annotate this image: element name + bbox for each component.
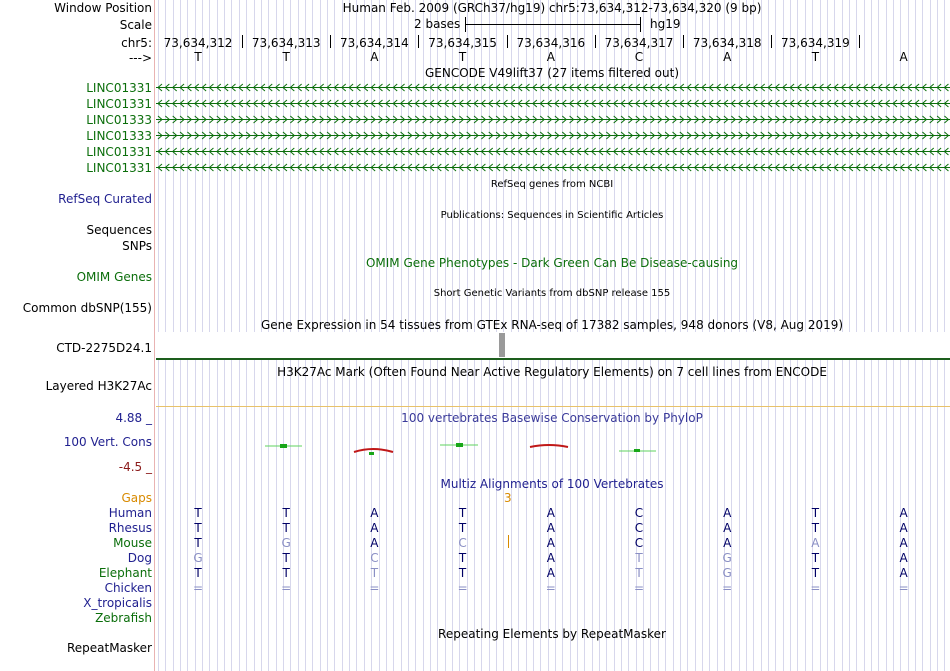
ruler-tick [242, 35, 243, 48]
alignment-base: T [458, 506, 467, 520]
alignment-base: A [546, 506, 555, 520]
ruler-position: 73,634,313 [251, 36, 321, 50]
alignment-base: C [634, 536, 644, 550]
ruler-tick [771, 35, 772, 48]
alignment-base: A [811, 536, 820, 550]
alignment-base: T [811, 566, 820, 580]
ruler-tick [859, 35, 860, 48]
alignment-base: T [282, 506, 290, 520]
h3k27ac-track-title: H3K27Ac Mark (Often Found Near Active Regulatory Elements) on 7 cell lines from ENCODE [277, 365, 827, 379]
scale-bar-right-end [640, 17, 641, 32]
species-label-rhesus: Rhesus [108, 521, 152, 535]
alignment-base: A [899, 521, 908, 535]
scale-bar [465, 24, 641, 25]
alignment-base: A [370, 521, 379, 535]
phylop-mark [456, 443, 463, 447]
gencode-track-title: GENCODE V49lift37 (27 items filtered out) [424, 66, 680, 80]
dna-base: A [723, 50, 732, 64]
alignment-base: T [811, 521, 820, 535]
ruler-tick [595, 35, 596, 48]
gencode-item-label[interactable]: LINC01333 [86, 129, 152, 143]
refseq-track-label[interactable]: RefSeq Curated [58, 192, 152, 206]
species-label-human: Human [108, 506, 152, 520]
dna-base: T [458, 50, 467, 64]
gene-arrow-track[interactable] [156, 97, 950, 110]
label-separator [154, 0, 155, 671]
alignment-base: C [634, 521, 644, 535]
dna-base: T [194, 50, 202, 64]
ruler-tick [330, 35, 331, 48]
alignment-base: T [282, 521, 290, 535]
gtex-graph-box [156, 332, 950, 358]
gene-arrow-track[interactable] [156, 145, 950, 158]
alignment-base: A [723, 536, 732, 550]
alignment-base: T [370, 566, 379, 580]
alignment-base: T [194, 521, 202, 535]
ruler-tick [683, 35, 684, 48]
sequences-track-label[interactable]: Sequences [86, 223, 152, 237]
ruler-tick [418, 35, 419, 48]
scale-assembly: hg19 [650, 17, 681, 31]
alignment-base: = [192, 581, 204, 595]
gene-arrow-track[interactable] [156, 113, 950, 126]
phylop-mark [369, 452, 374, 455]
phylop-mark [354, 449, 393, 452]
species-label-elephant: Elephant [98, 566, 152, 580]
alignment-base: A [723, 506, 732, 520]
alignment-base: C [370, 551, 379, 565]
phylop-track-title: 100 vertebrates Basewise Conservation by PhyloP [401, 411, 703, 425]
gaps-label: Gaps [121, 491, 152, 505]
alignment-base: A [899, 551, 908, 565]
alignment-base: G [193, 551, 203, 565]
track-label-column [0, 0, 154, 671]
alignment-base: T [458, 566, 467, 580]
gencode-item-label[interactable]: LINC01331 [86, 145, 152, 159]
window-position-value: Human Feb. 2009 (GRCh37/hg19) chr5:73,634,312-73,634,320 (9 bp) [342, 1, 762, 15]
alignment-base: T [458, 521, 467, 535]
gene-arrow-track[interactable] [156, 161, 950, 174]
alignment-base: A [370, 536, 379, 550]
dna-base: T [811, 50, 820, 64]
alignment-base: = [369, 581, 380, 595]
window-position-label: Window Position [54, 1, 152, 15]
phylop-mark [530, 445, 568, 447]
gtex-expression-bar [499, 333, 505, 357]
multiz-track-title: Multiz Alignments of 100 Vertebrates [440, 477, 664, 491]
alignment-base: A [899, 566, 908, 580]
ruler-position: 73,634,319 [781, 36, 850, 50]
alignment-base: C [634, 506, 644, 520]
gtex-track-title: Gene Expression in 54 tissues from GTEx RNA-seq of 17382 samples, 948 donors (V8, Aug 2019) [260, 318, 844, 332]
snps-track-label[interactable]: SNPs [122, 239, 152, 253]
alignment-base: T [811, 551, 820, 565]
alignment-base: G [722, 566, 732, 580]
alignment-base: A [546, 521, 555, 535]
alignment-base: A [546, 551, 555, 565]
gene-arrow-track[interactable] [156, 81, 950, 94]
repeatmasker-track-title: Repeating Elements by RepeatMasker [438, 627, 666, 641]
gencode-item-label[interactable]: LINC01333 [86, 113, 152, 127]
alignment-base: A [899, 506, 908, 520]
gencode-item-label[interactable]: LINC01331 [86, 97, 152, 111]
ruler-position: 73,634,317 [604, 36, 674, 50]
alignment-base: T [635, 551, 643, 565]
repeatmasker-track-label[interactable]: RepeatMasker [66, 641, 152, 655]
scale-bar-text: 2 bases [414, 17, 461, 31]
alignment-base: T [282, 551, 290, 565]
scale-label: Scale [119, 18, 152, 32]
publications-track-title: Publications: Sequences in Scientific Articles [440, 210, 664, 221]
ruler-position: 73,634,316 [516, 36, 586, 50]
phylop-track-label[interactable]: 100 Vert. Cons [63, 435, 152, 449]
dna-base: A [370, 50, 379, 64]
species-label-zebrafish: Zebrafish [95, 611, 152, 625]
gene-arrow-track[interactable] [156, 129, 950, 142]
gtex-baseline [156, 358, 950, 360]
gencode-item-label[interactable]: LINC01331 [86, 81, 152, 95]
scale-bar-left-end [465, 17, 466, 32]
species-label-dog: Dog [127, 551, 152, 565]
ruler-position: 73,634,315 [428, 36, 497, 50]
species-label-x-tropicalis: X_tropicalis [83, 596, 152, 610]
alignment-base: G [281, 536, 291, 550]
gap-count: 3 [504, 491, 512, 505]
alignment-base: = [545, 581, 556, 595]
alignment-base: T [635, 566, 643, 580]
chrom-label: chr5: [121, 36, 152, 50]
alignment-base: G [722, 551, 732, 565]
phylop-min-value: -4.5 _ [118, 460, 152, 474]
alignment-base: T [194, 536, 202, 550]
gencode-item-label[interactable]: LINC01331 [86, 161, 152, 175]
dbsnp-track-label[interactable]: Common dbSNP(155) [22, 301, 152, 315]
h3k27ac-baseline [156, 406, 950, 407]
alignment-base: T [194, 566, 202, 580]
alignment-base: = [281, 581, 292, 595]
omim-track-label[interactable]: OMIM Genes [76, 270, 152, 284]
ruler-position: 73,634,314 [340, 36, 409, 50]
dbsnp-track-title: Short Genetic Variants from dbSNP release 155 [433, 288, 671, 299]
phylop-mark [280, 444, 287, 448]
alignment-base: C [458, 536, 467, 550]
alignment-base: T [811, 506, 820, 520]
alignment-base: A [899, 536, 908, 550]
alignment-base: = [457, 581, 468, 595]
alignment-base: A [723, 521, 732, 535]
strand-label: ---> [128, 51, 152, 65]
refseq-track-title: RefSeq genes from NCBI [490, 179, 614, 190]
phylop-graph [156, 436, 950, 460]
alignment-base: = [810, 581, 821, 595]
dna-base: T [282, 50, 290, 64]
track-data-area[interactable] [156, 0, 950, 671]
alignment-base: A [546, 566, 555, 580]
dna-base: A [546, 50, 555, 64]
gtex-gene-label[interactable]: CTD-2275D24.1 [56, 341, 152, 355]
alignment-base: T [282, 566, 290, 580]
alignment-base: T [194, 506, 202, 520]
species-label-chicken: Chicken [104, 581, 152, 595]
alignment-base: = [633, 581, 645, 595]
alignment-base: = [898, 581, 909, 595]
h3k27ac-track-label[interactable]: Layered H3K27Ac [45, 379, 152, 393]
alignment-base: = [722, 581, 733, 595]
ruler-position: 73,634,312 [163, 36, 233, 50]
alignment-base: A [546, 536, 555, 550]
species-label-mouse: Mouse [113, 536, 152, 550]
phylop-mark [634, 449, 640, 452]
mouse-gap-marker [508, 535, 509, 548]
dna-base: C [634, 50, 644, 64]
alignment-base: T [458, 551, 467, 565]
ruler-tick [507, 35, 508, 48]
alignment-base: A [370, 506, 379, 520]
ruler-position: 73,634,318 [692, 36, 762, 50]
dna-base: A [899, 50, 908, 64]
phylop-max-value: 4.88 _ [115, 411, 152, 425]
omim-track-title: OMIM Gene Phenotypes - Dark Green Can Be Disease-causing [365, 256, 739, 270]
